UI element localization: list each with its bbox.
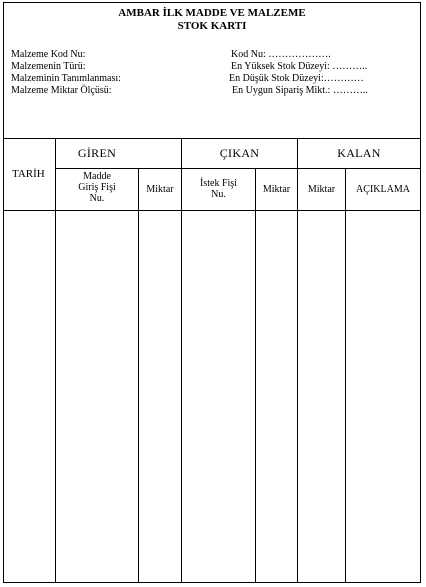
istek-fisi-header: [182, 178, 255, 200]
istek-fisi-line1: İstek Fişi: [200, 178, 237, 189]
field-max-stock: En Yüksek Stok Düzeyi: ………..: [231, 61, 368, 72]
col-divider-4: [255, 168, 256, 582]
field-min-stock: En Düşük Stok Düzeyi:…………: [229, 73, 364, 84]
madde-giris-line3: Nu.: [89, 193, 105, 204]
aciklama-header: AÇIKLAMA: [356, 184, 410, 195]
col-divider-1: [55, 138, 56, 582]
kalan-header: KALAN: [337, 146, 381, 160]
table-top-border: [4, 138, 420, 139]
field-material-type: Malzemenin Türü:: [11, 61, 86, 72]
stock-card: [3, 2, 421, 583]
col-divider-5: [297, 138, 298, 582]
cikan-miktar-header: Miktar: [262, 184, 291, 195]
giren-header: GİREN: [77, 146, 117, 160]
istek-fisi-line2: Nu.: [211, 189, 226, 200]
madde-giris-line1: Madde: [83, 171, 111, 182]
col-divider-6: [345, 168, 346, 582]
giren-miktar-header: Miktar: [146, 184, 174, 195]
card-title-line2: STOK KARTI: [177, 20, 247, 32]
field-code-no: Kod Nu: ……………….: [231, 49, 331, 60]
madde-giris-line2: Giriş Fişi: [78, 182, 116, 193]
col-divider-2: [138, 168, 139, 582]
kalan-miktar-header: Miktar: [307, 184, 336, 195]
field-material-definition: Malzeminin Tanımlanması:: [11, 73, 121, 84]
field-material-unit: Malzeme Miktar Ölçüsü:: [11, 85, 112, 96]
field-optimal-order: En Uygun Sipariş Mikt.: ………..: [232, 85, 368, 96]
madde-giris-fisi-header: [56, 171, 138, 204]
field-material-code: Malzeme Kod Nu:: [11, 49, 86, 60]
col-divider-3: [181, 138, 182, 582]
card-title-line1: AMBAR İLK MADDE VE MALZEME: [118, 7, 306, 19]
tarih-header: TARİH: [12, 168, 45, 180]
group-header-divider: [55, 168, 420, 169]
cikan-header: ÇIKAN: [219, 146, 260, 160]
header-bottom-border: [4, 210, 420, 211]
